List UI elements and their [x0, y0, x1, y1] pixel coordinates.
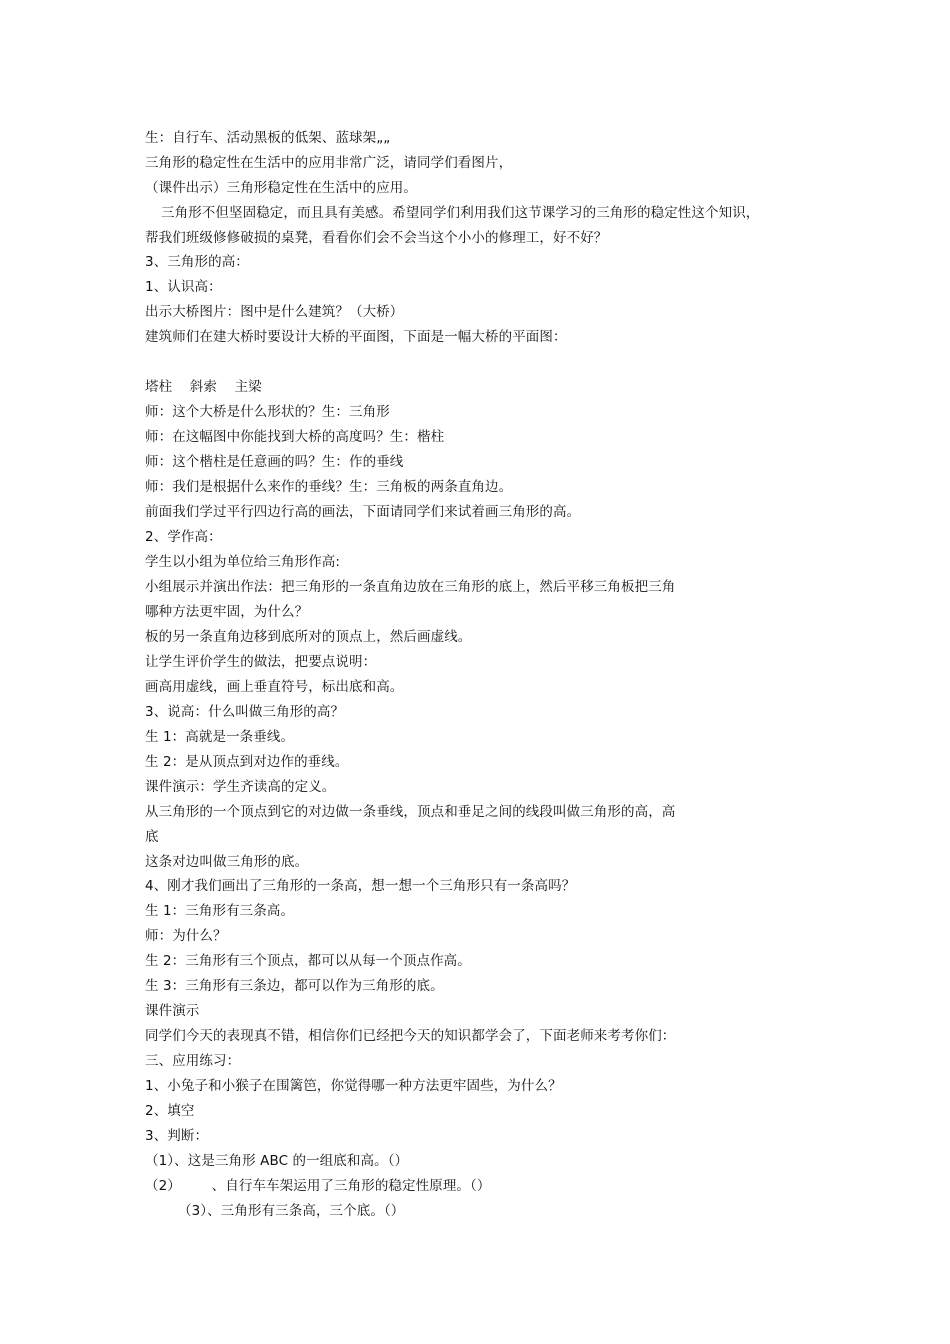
text-line: 画高用虚线，画上垂直符号，标出底和高。 [145, 679, 404, 695]
text-line: 小组展示并演出作法：把三角形的一条直角边放在三角形的底上，然后平移三角板把三角 [145, 579, 676, 595]
text-line: （1）、这是三角形 ABC 的一组底和高。（） [145, 1153, 409, 1169]
text-line: 生：自行车、活动黑板的低架、蓝球架„„ [145, 130, 391, 146]
text-line: 三角形的稳定性在生活中的应用非常广泛，请同学们看图片， [145, 155, 513, 171]
text-line: 4、刚才我们画出了三角形的一条高，想一想一个三角形只有一条高吗？ [145, 878, 576, 894]
text-line: （课件出示）三角形稳定性在生活中的应用。 [145, 180, 417, 196]
text-line: 生 3：三角形有三条边，都可以作为三角形的底。 [145, 978, 444, 994]
text-line: 2、填空 [145, 1103, 195, 1119]
text-line: 3、三角形的高： [145, 254, 249, 270]
text-line: 生 1：三角形有三条高。 [145, 903, 295, 919]
text-line: 这条对边叫做三角形的底。 [145, 854, 309, 870]
text-line: 师：在这幅图中你能找到大桥的高度吗？生：楷柱 [145, 429, 445, 445]
text-line: 课件演示 [145, 1003, 200, 1019]
text-line: 2、学作高： [145, 529, 222, 545]
text-line: 1、认识高： [145, 279, 222, 295]
text-line: 师：我们是根据什么来作的垂线？生：三角板的两条直角边。 [145, 479, 513, 495]
text-line: （2） 、自行车车架运用了三角形的稳定性原理。（） [145, 1178, 491, 1194]
text-line: 板的另一条直角边移到底所对的顶点上，然后画虚线。 [145, 629, 472, 645]
text-line: 建筑师们在建大桥时要设计大桥的平面图，下面是一幅大桥的平面图： [145, 329, 567, 345]
text-line: 生 2：是从顶点到对边作的垂线。 [145, 754, 349, 770]
text-line: 师：为什么？ [145, 928, 227, 944]
text-line: 师：这个大桥是什么形状的？生：三角形 [145, 404, 390, 420]
text-line: 三角形不但坚固稳定，而且具有美感。希望同学们利用我们这节课学习的三角形的稳定性这个知识， [161, 205, 760, 221]
text-line: 哪种方法更牢固，为什么？ [145, 604, 309, 620]
text-line: 同学们今天的表现真不错，相信你们已经把今天的知识都学会了，下面老师来考考你们： [145, 1028, 676, 1044]
text-line: 底 [145, 829, 159, 845]
text-line: 三、应用练习： [145, 1053, 241, 1069]
text-line: 学生以小组为单位给三角形作高: [145, 554, 341, 570]
text-line: 3、判断： [145, 1128, 209, 1144]
text-line: 塔柱 斜索 主梁 [145, 379, 262, 395]
text-line: （3）、三角形有三条高，三个底。（） [178, 1203, 405, 1219]
text-line: 师：这个楷柱是任意画的吗？生：作的垂线 [145, 454, 404, 470]
text-line: 让学生评价学生的做法，把要点说明： [145, 654, 377, 670]
text-line: 前面我们学过平行四边行高的画法，下面请同学们来试着画三角形的高。 [145, 504, 581, 520]
text-line: 课件演示：学生齐读高的定义。 [145, 779, 336, 795]
text-line: 生 1：高就是一条垂线。 [145, 729, 295, 745]
text-line: 3、说高：什么叫做三角形的高？ [145, 704, 345, 720]
text-line: 出示大桥图片：图中是什么建筑？（大桥） [145, 304, 404, 320]
text-line: 生 2：三角形有三个顶点，都可以从每一个顶点作高。 [145, 953, 471, 969]
text-line: 1、小兔子和小猴子在围篱笆，你觉得哪一种方法更牢固些，为什么？ [145, 1078, 562, 1094]
text-line: 帮我们班级修修破损的桌凳，看看你们会不会当这个小小的修理工，好不好？ [145, 230, 608, 246]
text-line: 从三角形的一个顶点到它的对边做一条垂线，顶点和垂足之间的线段叫做三角形的高，高 [145, 804, 676, 820]
